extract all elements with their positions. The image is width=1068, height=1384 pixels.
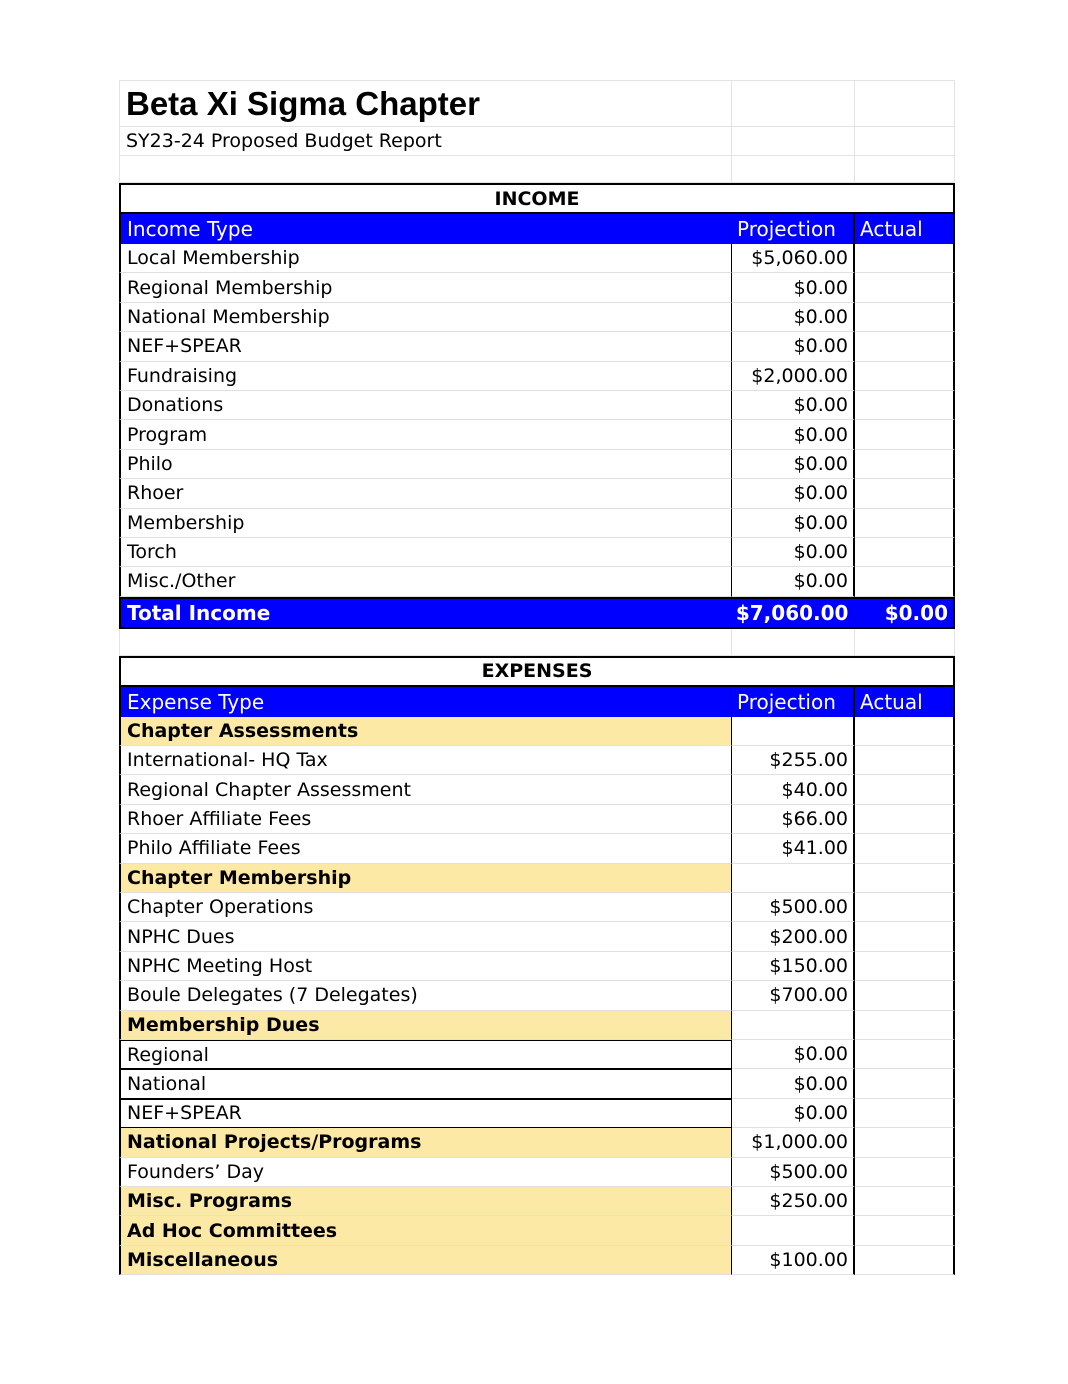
income-actual-cell <box>855 244 955 273</box>
expense-row <box>119 1099 955 1128</box>
expense-projection-cell: $255.00 <box>732 746 855 775</box>
expense-category-row <box>119 864 955 893</box>
expense-category-label: Miscellaneous <box>119 1246 732 1275</box>
expense-actual-cell <box>855 805 955 834</box>
income-type-cell: Fundraising <box>119 362 732 391</box>
expense-type-cell: Founders’ Day <box>119 1158 732 1187</box>
empty-cell <box>855 156 955 183</box>
income-header-row <box>119 214 955 244</box>
expense-rows <box>119 717 955 1275</box>
expense-type-header: Expense Type <box>119 687 732 717</box>
expense-row <box>119 1158 955 1187</box>
income-type-cell: Rhoer <box>119 479 732 508</box>
empty-cell <box>732 127 855 156</box>
expense-actual-cell <box>855 981 955 1010</box>
income-type-cell: Philo <box>119 450 732 479</box>
income-actual-cell <box>855 332 955 361</box>
expense-category-row <box>119 717 955 746</box>
page-title: Beta Xi Sigma Chapter <box>119 80 732 127</box>
expense-type-cell: Philo Affiliate Fees <box>119 834 732 863</box>
expense-row <box>119 922 955 951</box>
expense-category-label: Misc. Programs <box>119 1187 732 1216</box>
expense-actual-cell <box>855 893 955 922</box>
total-income-actual: $0.00 <box>853 599 953 627</box>
expense-row <box>119 952 955 981</box>
income-projection-cell: $0.00 <box>732 509 855 538</box>
income-projection-header: Projection <box>732 214 855 244</box>
empty-cell <box>732 156 855 183</box>
expense-row <box>119 1069 955 1098</box>
income-projection-cell: $0.00 <box>732 479 855 508</box>
income-type-cell: National Membership <box>119 303 732 332</box>
expense-row <box>119 746 955 775</box>
expense-projection-cell: $0.00 <box>732 1040 855 1069</box>
expenses-section-label: EXPENSES <box>481 660 593 683</box>
income-type-cell: Torch <box>119 538 732 567</box>
expense-type-cell: Regional Chapter Assessment <box>119 775 732 804</box>
empty-cell <box>119 156 732 183</box>
empty-cell <box>855 629 955 656</box>
expenses-section-heading <box>119 656 955 687</box>
expense-category-row <box>119 1128 955 1157</box>
expense-projection-cell: $250.00 <box>732 1187 855 1216</box>
income-row <box>119 420 955 449</box>
income-projection-cell: $0.00 <box>732 567 855 596</box>
expense-type-cell: National <box>119 1069 732 1098</box>
expense-actual-cell <box>855 1128 955 1157</box>
income-row <box>119 244 955 273</box>
expense-actual-cell <box>855 1099 955 1128</box>
expense-type-cell: NEF+SPEAR <box>119 1099 732 1128</box>
expense-actual-cell <box>855 746 955 775</box>
expense-category-row <box>119 1011 955 1040</box>
expense-row <box>119 981 955 1010</box>
expense-type-cell: International- HQ Tax <box>119 746 732 775</box>
expense-projection-cell <box>732 717 855 746</box>
income-actual-cell <box>855 567 955 596</box>
expense-projection-cell <box>732 1216 855 1245</box>
income-projection-cell: $0.00 <box>732 391 855 420</box>
budget-sheet <box>119 80 955 1275</box>
income-row <box>119 332 955 361</box>
income-type-cell: Misc./Other <box>119 567 732 596</box>
expense-actual-cell <box>855 922 955 951</box>
expense-projection-cell: $100.00 <box>732 1246 855 1275</box>
income-actual-cell <box>855 362 955 391</box>
expense-row <box>119 834 955 863</box>
expense-row <box>119 1040 955 1069</box>
expense-actual-cell <box>855 1216 955 1245</box>
expense-actual-cell <box>855 952 955 981</box>
expense-projection-cell: $200.00 <box>732 922 855 951</box>
expense-category-label: Chapter Membership <box>119 864 732 893</box>
empty-cell <box>732 80 855 127</box>
spacer-row <box>119 629 955 656</box>
income-type-cell: NEF+SPEAR <box>119 332 732 361</box>
income-actual-cell <box>855 450 955 479</box>
income-actual-cell <box>855 538 955 567</box>
expense-projection-cell: $150.00 <box>732 952 855 981</box>
expense-category-row <box>119 1187 955 1216</box>
income-type-cell: Local Membership <box>119 244 732 273</box>
income-type-header: Income Type <box>119 214 732 244</box>
page-subtitle: SY23-24 Proposed Budget Report <box>119 127 732 156</box>
expense-projection-cell: $40.00 <box>732 775 855 804</box>
expense-category-label: National Projects/Programs <box>119 1128 732 1157</box>
income-row <box>119 391 955 420</box>
empty-cell <box>855 127 955 156</box>
expense-projection-header: Projection <box>732 687 855 717</box>
expense-actual-cell <box>855 717 955 746</box>
expense-category-row <box>119 1216 955 1245</box>
expense-projection-cell: $700.00 <box>732 981 855 1010</box>
expense-actual-cell <box>855 1246 955 1275</box>
income-section-label: INCOME <box>494 187 580 210</box>
expense-type-cell: Chapter Operations <box>119 893 732 922</box>
expense-projection-cell: $500.00 <box>732 1158 855 1187</box>
expense-actual-cell <box>855 1187 955 1216</box>
income-projection-cell: $0.00 <box>732 273 855 302</box>
empty-cell <box>732 629 855 656</box>
expense-category-label: Chapter Assessments <box>119 717 732 746</box>
expense-category-label: Ad Hoc Committees <box>119 1216 732 1245</box>
total-income-projection: $7,060.00 <box>731 599 853 627</box>
income-actual-cell <box>855 509 955 538</box>
income-row <box>119 450 955 479</box>
income-row <box>119 479 955 508</box>
expense-actual-cell <box>855 1069 955 1098</box>
income-projection-cell: $2,000.00 <box>732 362 855 391</box>
income-row <box>119 303 955 332</box>
expense-row <box>119 893 955 922</box>
expense-type-cell: Regional <box>119 1040 732 1069</box>
income-actual-cell <box>855 273 955 302</box>
expense-actual-header: Actual <box>855 687 955 717</box>
income-row <box>119 273 955 302</box>
expense-category-label: Membership Dues <box>119 1011 732 1040</box>
total-income-row <box>119 597 955 629</box>
expense-category-row <box>119 1246 955 1275</box>
expense-row <box>119 775 955 804</box>
expense-actual-cell <box>855 864 955 893</box>
expense-type-cell: NPHC Dues <box>119 922 732 951</box>
expense-type-cell: NPHC Meeting Host <box>119 952 732 981</box>
expense-projection-cell: $0.00 <box>732 1099 855 1128</box>
expense-type-cell: Boule Delegates (7 Delegates) <box>119 981 732 1010</box>
income-actual-cell <box>855 303 955 332</box>
expense-actual-cell <box>855 775 955 804</box>
expense-projection-cell: $66.00 <box>732 805 855 834</box>
income-projection-cell: $0.00 <box>732 303 855 332</box>
income-rows <box>119 244 955 597</box>
expense-projection-cell: $500.00 <box>732 893 855 922</box>
total-income-label: Total Income <box>121 599 731 627</box>
income-type-cell: Program <box>119 420 732 449</box>
expense-actual-cell <box>855 1158 955 1187</box>
title-row <box>119 80 955 127</box>
expense-projection-cell <box>732 1011 855 1040</box>
income-projection-cell: $0.00 <box>732 450 855 479</box>
income-actual-cell <box>855 479 955 508</box>
expense-actual-cell <box>855 834 955 863</box>
income-type-cell: Membership <box>119 509 732 538</box>
empty-cell <box>855 80 955 127</box>
expense-type-cell: Rhoer Affiliate Fees <box>119 805 732 834</box>
subtitle-row <box>119 127 955 156</box>
income-row <box>119 538 955 567</box>
expense-header-row <box>119 687 955 717</box>
income-section-heading <box>119 183 955 214</box>
income-projection-cell: $5,060.00 <box>732 244 855 273</box>
income-actual-cell <box>855 391 955 420</box>
income-projection-cell: $0.00 <box>732 332 855 361</box>
expense-row <box>119 805 955 834</box>
income-actual-header: Actual <box>855 214 955 244</box>
empty-cell <box>119 629 732 656</box>
income-actual-cell <box>855 420 955 449</box>
income-row <box>119 362 955 391</box>
income-projection-cell: $0.00 <box>732 538 855 567</box>
expense-projection-cell: $41.00 <box>732 834 855 863</box>
expense-projection-cell <box>732 864 855 893</box>
income-row <box>119 509 955 538</box>
expense-projection-cell: $1,000.00 <box>732 1128 855 1157</box>
expense-actual-cell <box>855 1040 955 1069</box>
expense-projection-cell: $0.00 <box>732 1069 855 1098</box>
expense-actual-cell <box>855 1011 955 1040</box>
income-row <box>119 567 955 596</box>
spacer-row <box>119 156 955 183</box>
income-type-cell: Donations <box>119 391 732 420</box>
income-projection-cell: $0.00 <box>732 420 855 449</box>
income-type-cell: Regional Membership <box>119 273 732 302</box>
